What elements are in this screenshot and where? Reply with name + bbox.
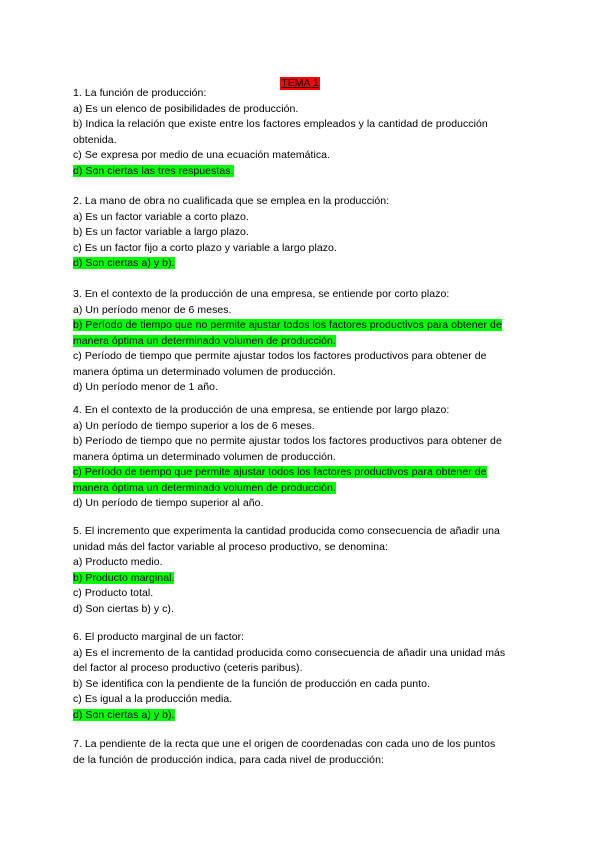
answer-option-line (73, 481, 528, 497)
answer-option (73, 692, 528, 708)
answer-option (73, 380, 528, 396)
correct-answer-option (73, 708, 528, 724)
correct-answer-option (73, 318, 528, 349)
answer-option-line (73, 225, 528, 241)
answer-option-line (73, 602, 528, 618)
question-6 (73, 630, 528, 723)
question-stem (73, 737, 528, 753)
question-stem-text: unidad más del factor variable al proceso productivo, se denomina: (73, 540, 388, 553)
answer-option-line-text: b) Período de tiempo que no permite ajustar todos los factores productivos para obtener de (73, 319, 502, 331)
answer-option (73, 646, 528, 677)
answer-option-line-text: b) Indica la relación que existe entre los factores empleados y la cantidad de producción (73, 118, 488, 130)
answer-option-line (73, 380, 528, 396)
answer-option-line-text: a) Es el incremento de la cantidad producida como consecuencia de añadir una unidad más (73, 646, 506, 659)
question-5 (73, 524, 528, 617)
answer-option-line (73, 365, 528, 381)
answer-option-line-text: manera óptima un determinado volumen de producción. (73, 450, 336, 463)
question-stem-text: 5. El incremento que experimenta la cantidad producida como consecuencia de añadir una (73, 525, 500, 537)
answer-option (73, 677, 528, 693)
answer-option-line (73, 692, 528, 708)
question-1 (73, 86, 528, 179)
answer-option (73, 102, 528, 118)
answer-option-line (73, 102, 528, 118)
answer-option-line (73, 164, 528, 180)
correct-answer-option (73, 465, 528, 496)
question-stem-text: 3. En el contexto de la producción de una empresa, se entiende por corto plazo: (73, 288, 450, 300)
answer-option-line (73, 133, 528, 149)
question-stem (73, 540, 528, 556)
question-4 (73, 403, 528, 512)
answer-option-line-text: a) Un período de tiempo superior a los de 6 meses. (73, 419, 315, 432)
answer-option-line-text: a) Producto medio. (73, 556, 163, 568)
question-stem (73, 287, 528, 303)
answer-option (73, 602, 528, 618)
answer-option-line (73, 465, 528, 481)
answer-option-line-text: b) Producto marginal. (73, 571, 175, 584)
correct-answer-option (73, 571, 528, 587)
answer-option (73, 303, 528, 319)
answer-option-line (73, 303, 528, 319)
answer-option-line-text: d) Son ciertas a) y b). (73, 257, 175, 269)
answer-option-line (73, 241, 528, 257)
answer-option-line (73, 496, 528, 512)
answer-option-line-text: b) Es un factor variable a largo plazo. (73, 226, 249, 238)
question-stem (73, 194, 528, 210)
answer-option-line (73, 677, 528, 693)
answer-option-line-text: a) Un período menor de 6 meses. (73, 303, 232, 316)
question-stem (73, 524, 528, 540)
answer-option-line (73, 318, 528, 334)
question-stem-text: de la función de producción indica, para cada nivel de producción: (73, 753, 384, 766)
answer-option-line (73, 349, 528, 365)
question-2 (73, 194, 528, 272)
answer-option (73, 117, 528, 148)
answer-option-line (73, 419, 528, 435)
answer-option (73, 586, 528, 602)
answer-option-line (73, 661, 528, 677)
answer-option-line-text: manera óptima un determinado volumen de producción. (73, 334, 336, 347)
answer-option-line (73, 256, 528, 272)
answer-option-line-text: d) Un período menor de 1 año. (73, 381, 219, 393)
question-stem (73, 753, 528, 769)
answer-option-line-text: c) Es un factor fijo a corto plazo y variable a largo plazo. (73, 241, 337, 254)
answer-option-line-text: manera óptima un determinado volumen de producción. (73, 365, 336, 378)
answer-option-line (73, 708, 528, 724)
answer-option-line-text: d) Son ciertas las tres respuestas. (73, 164, 234, 177)
answer-option-line-text: c) Período de tiempo que permite ajustar todos los factores productivos para obtener de (73, 350, 487, 362)
answer-option-line-text: a) Es un factor variable a corto plazo. (73, 210, 249, 223)
answer-option (73, 419, 528, 435)
answer-option-line (73, 210, 528, 226)
answer-option-line (73, 646, 528, 662)
correct-answer-option (73, 256, 528, 272)
answer-option-line (73, 586, 528, 602)
answer-option-line-text: a) Es un elenco de posibilidades de producción. (73, 102, 299, 115)
answer-option-line-text: obtenida. (73, 133, 117, 146)
question-stem-text: 4. En el contexto de la producción de una empresa, se entiende por largo plazo: (73, 404, 450, 416)
answer-option-line-text: d) Son ciertas a) y b). (73, 708, 175, 721)
answer-option-line-text: c) Es igual a la producción media. (73, 693, 233, 705)
answer-option-line-text: del factor al proceso productivo (ceteris paribus). (73, 662, 303, 674)
question-stem-text: 6. El producto marginal de un factor: (73, 631, 245, 643)
answer-option-line (73, 117, 528, 133)
answer-option-line-text: manera óptima un determinado volumen de producción. (73, 481, 336, 494)
question-stem (73, 630, 528, 646)
answer-option (73, 434, 528, 465)
answer-option (73, 241, 528, 257)
answer-option-line-text: c) Producto total. (73, 587, 154, 599)
answer-option-line (73, 434, 528, 450)
answer-option (73, 555, 528, 571)
answer-option-line-text: c) Se expresa por medio de una ecuación matemática. (73, 149, 331, 161)
question-7 (73, 737, 528, 768)
answer-option (73, 349, 528, 380)
answer-option-line (73, 555, 528, 571)
question-stem (73, 403, 528, 419)
answer-option (73, 148, 528, 164)
answer-option-line-text: c) Período de tiempo que permite ajustar todos los factores productivos para obtener de (73, 466, 487, 478)
question-stem-text: 1. La función de producción: (73, 87, 207, 99)
answer-option-line (73, 571, 528, 587)
answer-option (73, 496, 528, 512)
question-stem-text: 2. La mano de obra no cualificada que se emplea en la producción: (73, 195, 390, 207)
answer-option-line-text: d) Son ciertas b) y c). (73, 602, 174, 615)
answer-option (73, 210, 528, 226)
correct-answer-option (73, 164, 528, 180)
question-stem (73, 86, 528, 102)
question-stem-text: 7. La pendiente de la recta que une el origen de coordenadas con cada uno de los puntos (73, 738, 496, 750)
answer-option-line-text: d) Un período de tiempo superior al año. (73, 497, 264, 509)
page-title: TEMA 1 (281, 77, 319, 89)
answer-option-line (73, 450, 528, 466)
answer-option (73, 225, 528, 241)
answer-option-line (73, 334, 528, 350)
answer-option-line-text: b) Se identifica con la pendiente de la función de producción en cada punto. (73, 677, 430, 690)
question-3 (73, 287, 528, 396)
answer-option-line (73, 148, 528, 164)
answer-option-line-text: b) Período de tiempo que no permite ajustar todos los factores productivos para obtener de (73, 435, 502, 447)
